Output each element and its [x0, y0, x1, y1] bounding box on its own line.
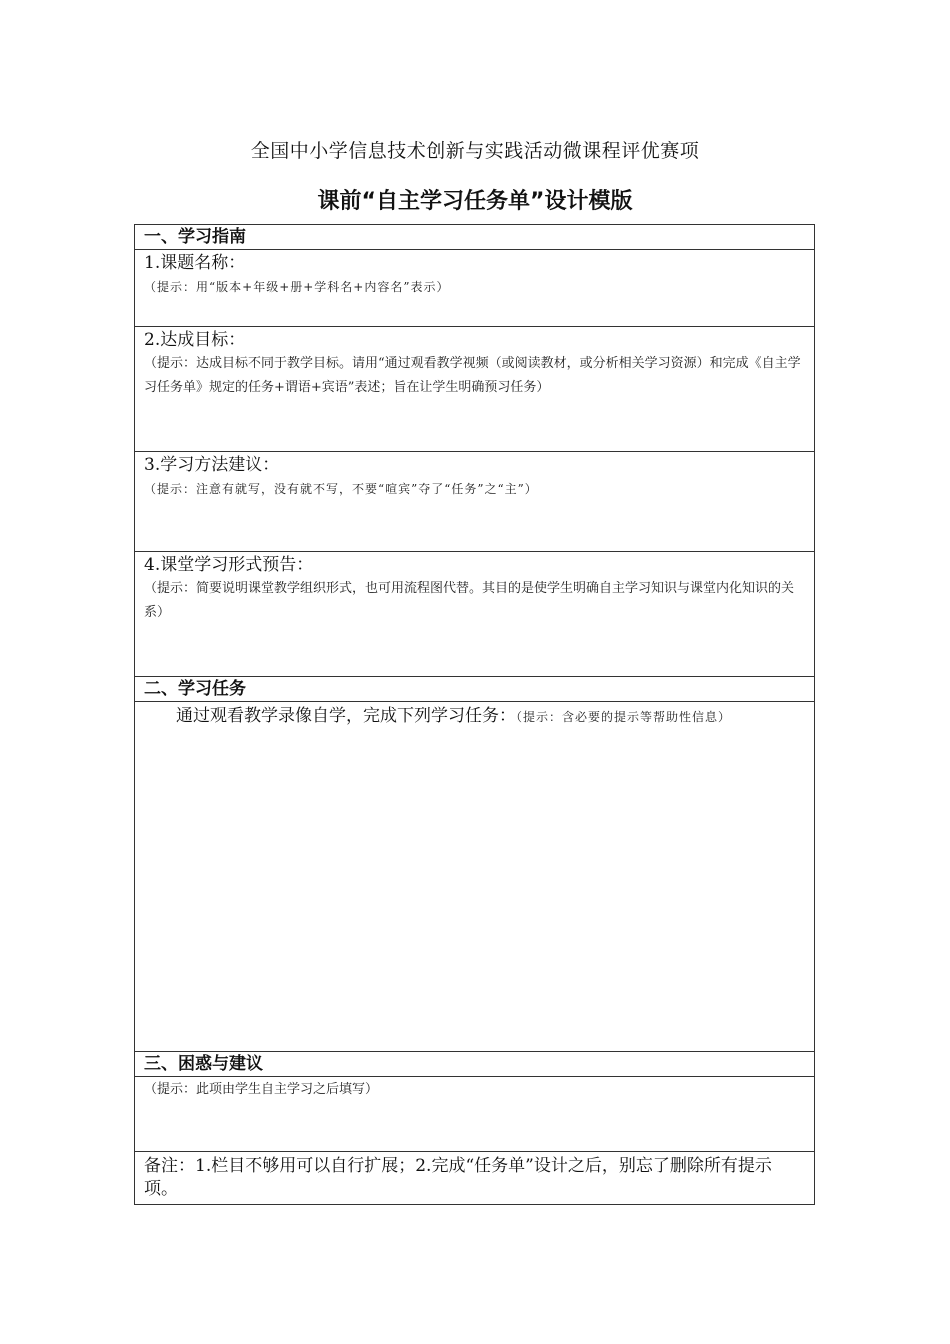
field-label: 4.课堂学习形式预告：: [144, 555, 314, 575]
field-learning-method[interactable]: [135, 452, 814, 552]
field-label: 1.课题名称：: [144, 253, 246, 273]
field-label: 3.学习方法建议：: [144, 455, 280, 475]
field-hint: （提示：此项由学生自主学习之后填写）: [144, 1082, 379, 1097]
field-hint: （提示：用“版本+年级+册+学科名+内容名”表示）: [144, 280, 450, 294]
task-intro: [144, 703, 805, 729]
task-sheet-form: [134, 224, 815, 1205]
field-label: 2.达成目标：: [144, 330, 246, 350]
footer-note: 备注：1.栏目不够用可以自行扩展；2.完成“任务单”设计之后，别忘了删除所有提示项。: [144, 1156, 772, 1199]
section-heading-learning-tasks: 二、学习任务: [135, 677, 814, 702]
document-subtitle: 全国中小学信息技术创新与实践活动微课程评优赛项: [250, 140, 700, 162]
field-class-format[interactable]: [135, 552, 814, 677]
footer-note-row: [135, 1152, 814, 1204]
section-heading-questions-suggestions: 三、困惑与建议: [135, 1052, 814, 1077]
field-questions-suggestions[interactable]: [135, 1077, 814, 1152]
section-heading-study-guide: 一、学习指南: [135, 225, 814, 250]
field-course-title[interactable]: [135, 250, 814, 327]
task-intro-text: 通过观看教学录像自学，完成下列学习任务：: [176, 706, 516, 726]
task-hint: （提示：含必要的提示等帮助性信息）: [516, 710, 732, 724]
field-hint: （提示：注意有就写，没有就不写，不要“喧宾”夺了“任务”之“主”）: [144, 482, 538, 496]
field-learning-objectives[interactable]: [135, 327, 814, 452]
field-learning-tasks[interactable]: [135, 702, 814, 1052]
field-hint: （提示：达成目标不同于教学目标。请用“通过观看教学视频（或阅读教材，或分析相关学习资源）和完成《自主学习任务单》规定的任务+谓语+宾语”表述；旨在让学生明确预习任务）: [144, 356, 801, 395]
field-hint: （提示：简要说明课堂教学组织形式，也可用流程图代替。其目的是使学生明确自主学习知识与课堂内化知识的关系）: [144, 581, 795, 620]
document-title: 课前“自主学习任务单”设计模版: [317, 189, 633, 214]
